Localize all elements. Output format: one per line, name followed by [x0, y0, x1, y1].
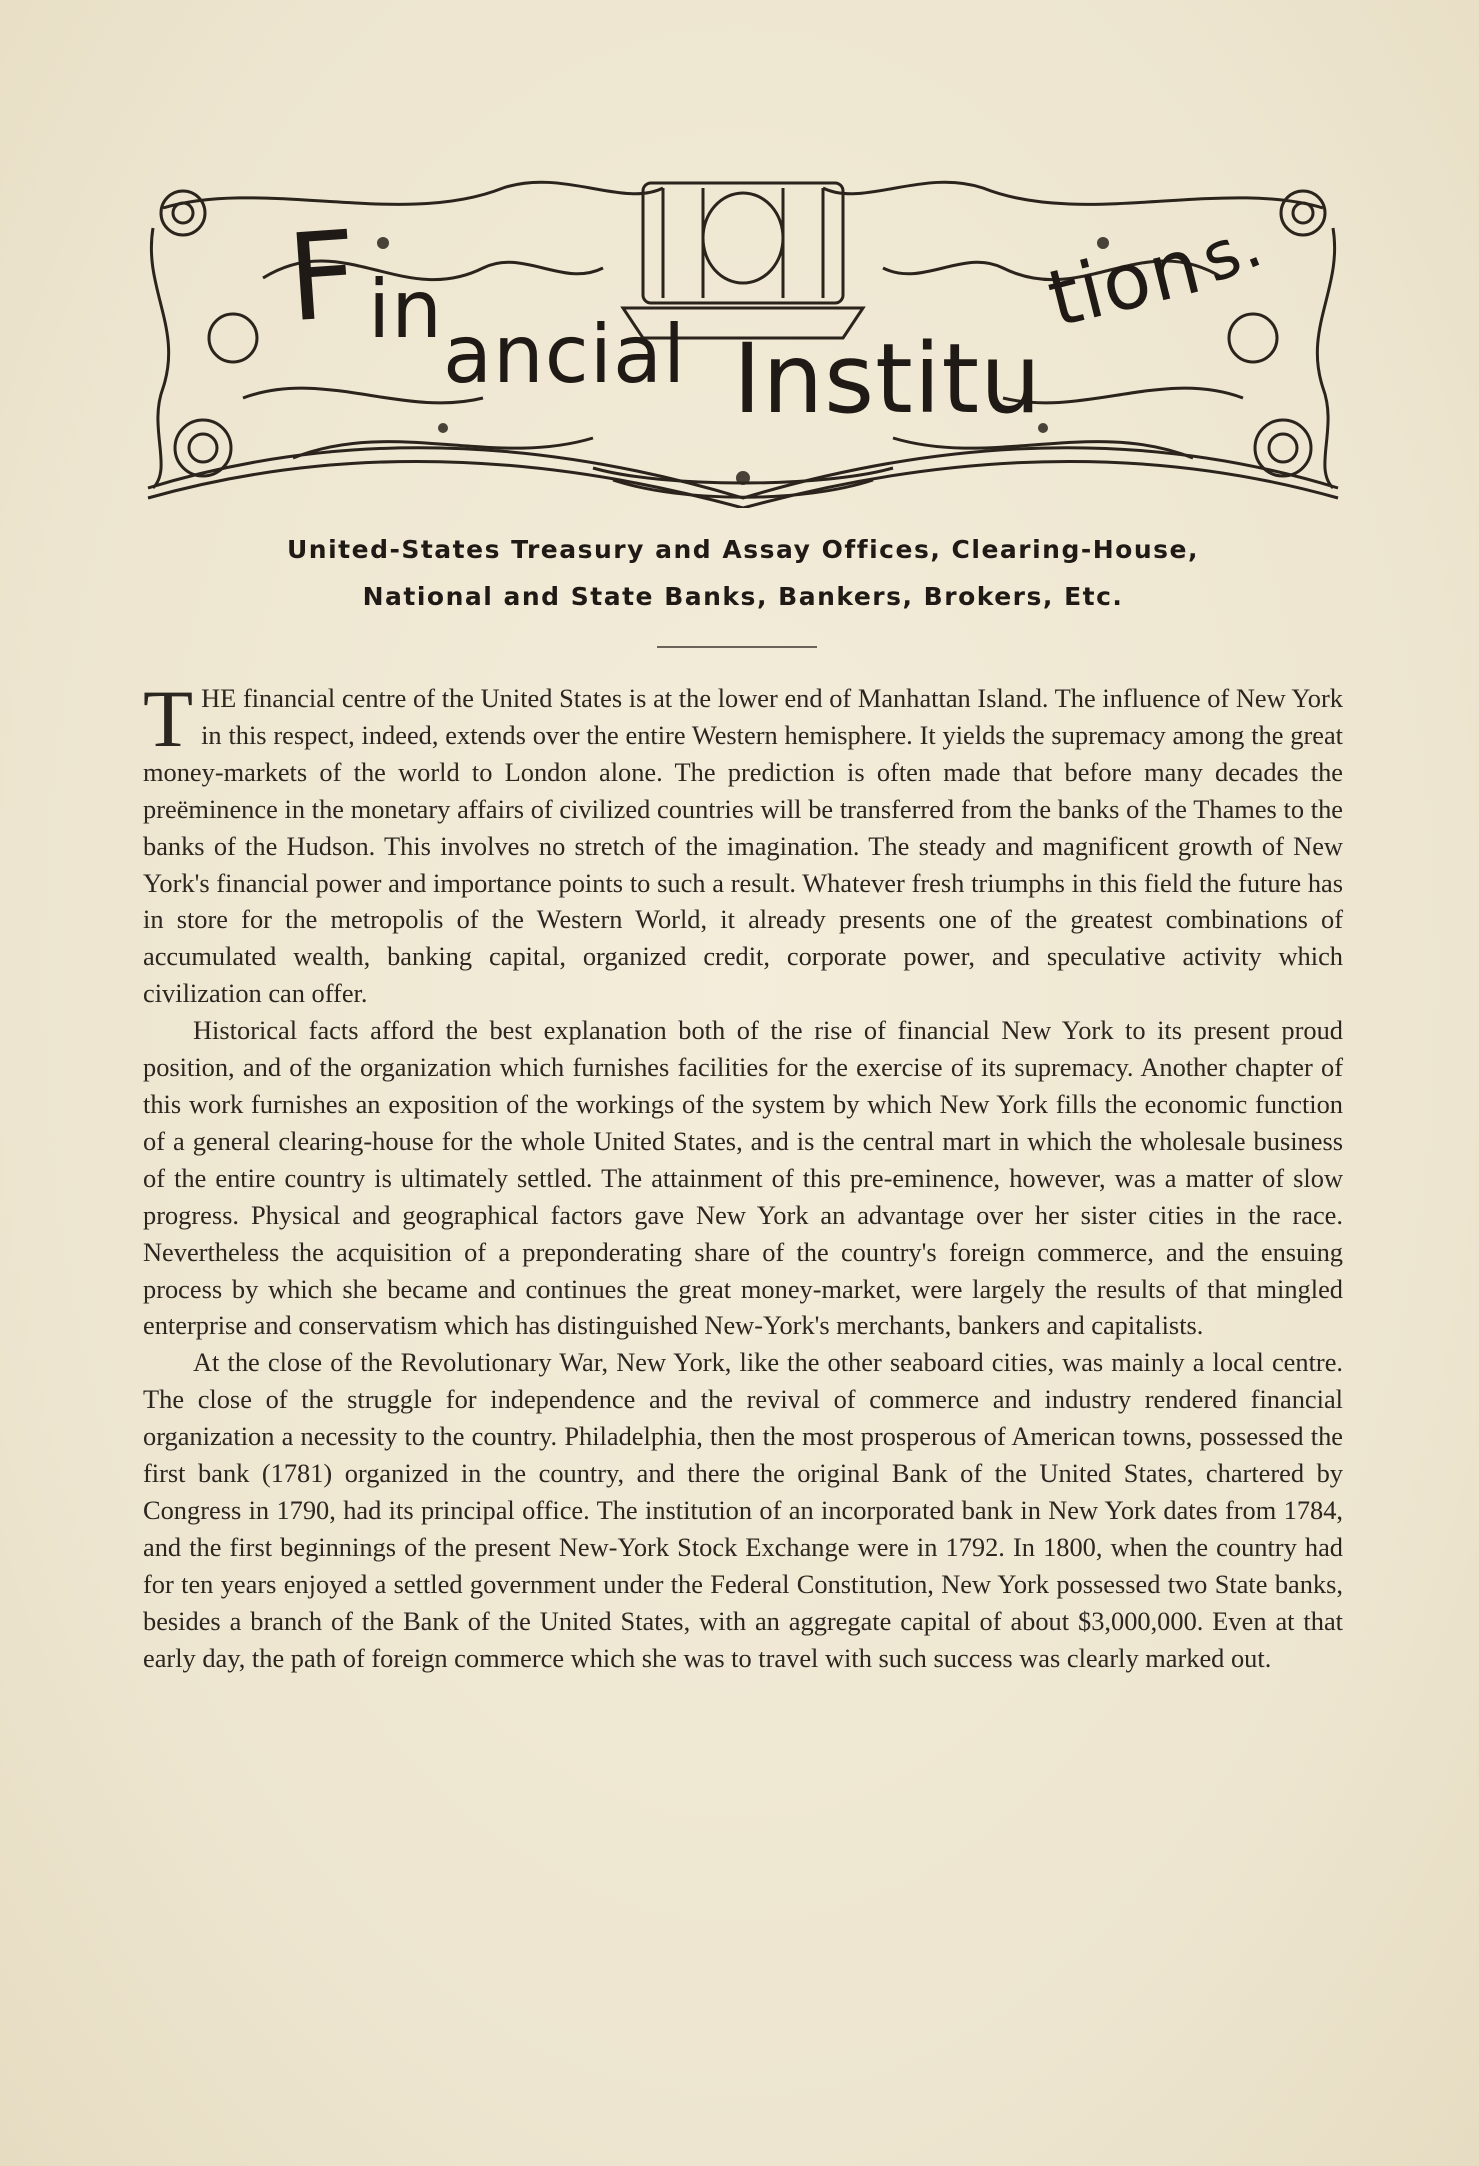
paragraph-1-text: HE financial centre of the United States is at the lower end of Manhattan Island. The influence of New York in this respect, indeed, extends over the entire Western hemisphere. It yields the supremacy among the great money-markets of the world to London alone. The prediction is often made that before many decades the preëminence in the monetary affairs of civilized countries will be transferred from the banks of the Thames to the banks of the Hudson. This involves no stretch of the imagination. The steady and magnificent growth of New York's financial power and importance points to such a result. Whatever fresh triumphs in this field the future has in store for the metropolis of the Western World, it already presents one of the greatest combinations of accumulated wealth, banking capital, organized credit, corporate power, and speculative activity which civilization can offer.	[143, 683, 1343, 1009]
ornamental-title-banner	[143, 168, 1343, 508]
subtitle-line-1: United-States Treasury and Assay Offices, Clearing-House,	[287, 535, 1199, 564]
paragraph-1	[143, 673, 1343, 1012]
section-divider	[657, 646, 817, 648]
title-letter-f: F	[283, 205, 363, 350]
title-part-in: in	[368, 263, 443, 356]
article-body	[143, 673, 1343, 1676]
subtitle-line-2: National and State Banks, Bankers, Brokers, Etc.	[362, 582, 1124, 611]
title-part-institu: Institu	[733, 323, 1042, 435]
title-part-tion: tion	[1039, 220, 1211, 346]
banner-title-lettering	[143, 168, 1343, 508]
paragraph-3: At the close of the Revolutionary War, New York, like the other seaboard cities, was mainly a local centre. The close of the struggle for independence and the revival of commerce and industry rendered financial organization a necessity to the country. Philadelphia, then the most prosperous of American towns, possessed the first bank (1781) organized in the country, and there the original Bank of the United States, chartered by Congress in 1790, had its principal office. The institution of an incorporated bank in New York dates from 1784, and the first beginnings of the present New-York Stock Exchange were in 1792. In 1800, when the country had for ten years enjoyed a settled government under the Federal Constitution, New York possessed two State banks, besides a branch of the Bank of the United States, with an aggregate capital of about $3,000,000. Even at that early day, the path of foreign commerce which she was to travel with such success was clearly marked out.	[143, 1347, 1343, 1673]
title-part-s: s.	[1190, 205, 1273, 298]
drop-cap: T	[143, 673, 194, 764]
paragraph-2: Historical facts afford the best explanation both of the rise of financial New York to its present proud position, and of the organization which furnishes facilities for the exercise of its supremacy. Another chapter of this work furnishes an exposition of the workings of the system by which New York fills the economic function of a general clearing-house for the whole United States, and is the central mart in which the wholesale business of the entire country is ultimately settled. The attainment of this pre-eminence, however, was a matter of slow progress. Physical and geographical factors gave New York an advantage over her sister cities in the race. Nevertheless the acquisition of a preponderating share of the country's foreign commerce, and the ensuing process by which she became and continues the great money-market, were largely the results of that mingled enterprise and conservatism which has distinguished New-York's merchants, bankers and capitalists.	[143, 1015, 1343, 1341]
title-part-ancial: ancial	[443, 308, 687, 401]
